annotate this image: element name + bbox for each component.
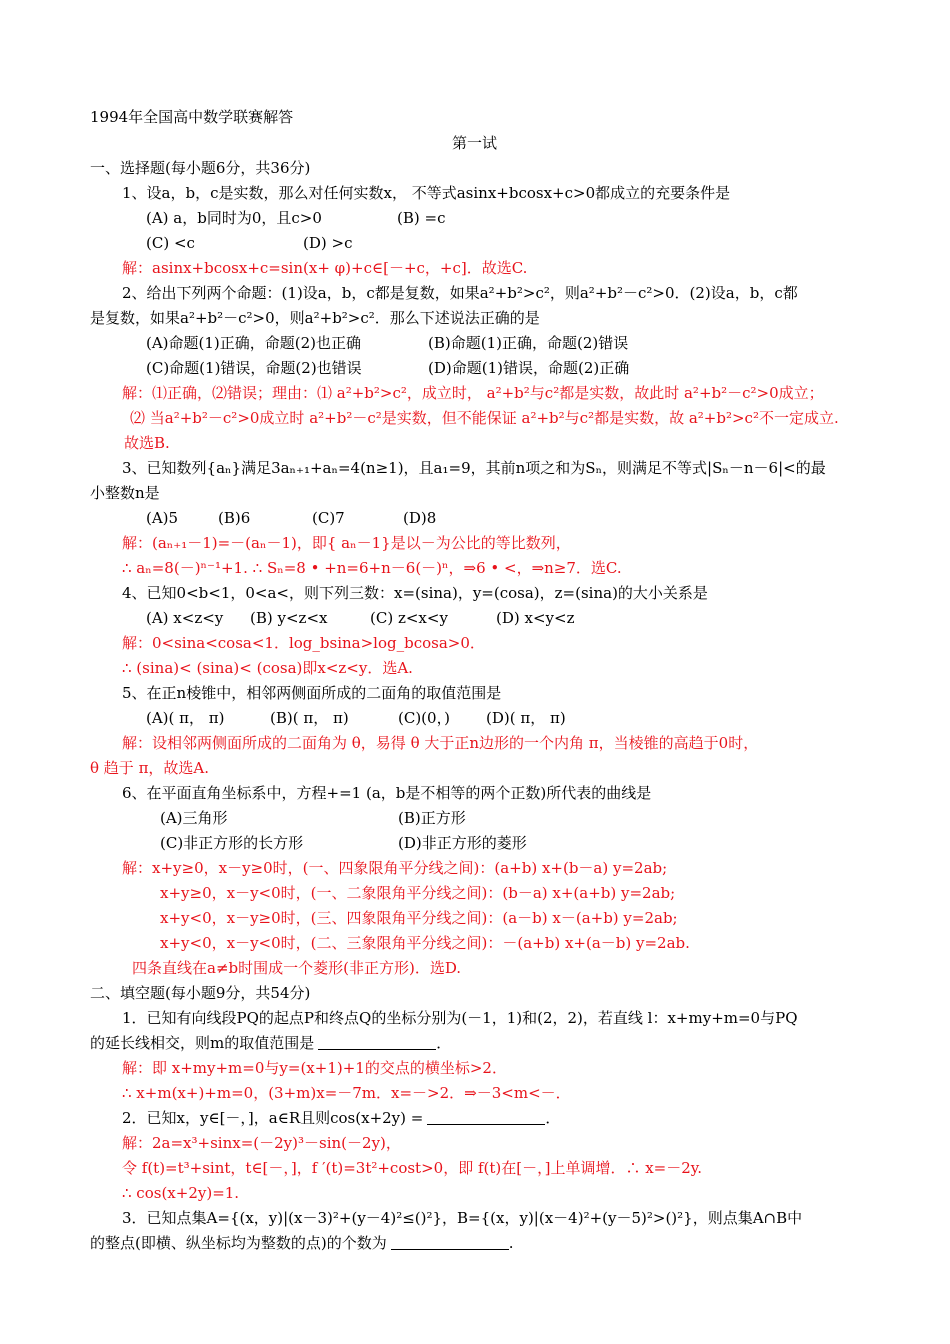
option-b: (B)命题(1)正确，命题(2)错误 [428,334,629,352]
section-heading: 二、填空题(每小题9分，共54分) [90,984,311,1002]
option-d: (D)8 [403,509,437,527]
question-line: 小整数n是 [90,484,160,502]
solution-line: 解：2a=x³+sinx=(－2y)³－sin(－2y)， [122,1134,401,1152]
answer-blank[interactable] [318,1034,436,1050]
solution-line: x+y<0，x－y≥0时，(三、四象限角平分线之间)：(a－b) x－(a+b) y=2ab; [160,909,678,927]
solution-line: ∴ cos(x+2y)=1. [122,1184,240,1202]
section-heading: 一、选择题(每小题6分，共36分) [90,159,311,177]
option-a: (A) a，b同时为0，且c>0 [146,209,322,227]
question-line: 3．已知点集A={(x，y)|(x－3)²+(y－4)²≤()²}，B={(x，y)|(x－4)²+(y－5)²>()²}，则点集A∩B中 [122,1209,803,1227]
question-line: 是复数，如果a²+b²－c²>0，则a²+b²>c²．那么下述说法正确的是 [90,309,540,327]
solution-line: ∴ x+m(x+)+m=0，(3+m)x=－7m．x=－>2．⇒－3<m<－． [122,1084,571,1102]
question-text: 的整点(即横、纵坐标均为整数的点)的个数为 [90,1234,387,1252]
option-d: (D) x<y<z [496,609,575,627]
answer-blank[interactable] [391,1234,509,1250]
option-c: (C)7 [312,509,345,527]
solution-line: ⑵ 当a²+b²－c²>0成立时 a²+b²－c²是实数，但不能保证 a²+b²与c²都是实数，故 a²+b²>c²不一定成立. [130,409,839,427]
option-d: (D)命题(1)错误，命题(2)正确 [428,359,630,377]
question-tail: ． [436,1034,452,1052]
solution-line: 解：即 x+my+m=0与y=(x+1)+1的交点的横坐标>2． [122,1059,507,1077]
question-line: 1．已知有向线段PQ的起点P和终点Q的坐标分别为(－1，1)和(2，2)，若直线 l：x+my+m=0与PQ [122,1009,798,1027]
option-a: (A)5 [146,509,179,527]
option-a: (A)( π， π) [146,709,225,727]
option-b: (B)6 [218,509,251,527]
question-line: 5、在正n棱锥中，相邻两侧面所成的二面角的取值范围是 [122,684,502,702]
option-c: (C) z<x<y [370,609,448,627]
question-line: 6、在平面直角坐标系中，方程+=1 (a，b是不相等的两个正数)所代表的曲线是 [122,784,652,802]
option-c: (C)非正方形的长方形 [160,834,304,852]
document-title: 1994年全国高中数学联赛解答 [90,108,294,126]
question-text: 2．已知x，y∈[－，]，a∈R且则cos(x+2y) = [122,1109,424,1127]
option-c: (C)命题(1)错误，命题(2)也错误 [146,359,362,377]
solution-line: 解：x+y≥0，x－y≥0时，(一、四象限角平分线之间)：(a+b) x+(b－a) y=2ab; [122,859,668,877]
solution-line: 故选B. [124,434,170,452]
part-heading: 第一试 [452,134,498,152]
question-line-with-blank [122,1108,560,1128]
option-d: (D) >c [303,234,353,252]
solution-line: ∴ (sina)< (sina)< (cosa)即x<z<y．选A. [122,659,413,677]
question-line-with-blank [90,1233,514,1253]
question-tail: . [508,1234,514,1252]
option-a: (A)命题(1)正确，命题(2)也正确 [146,334,362,352]
solution-line: 解：⑴正确，⑵错误；理由：⑴ a²+b²>c²，成立时， a²+b²与c²都是实数，故此时 a²+b²－c²>0成立； [122,384,824,402]
option-c: (C)(0，) [398,709,450,727]
solution-line: 解：asinx+bcosx+c=sin(x+ φ)+c∈[－+c，+c]．故选C. [122,259,528,277]
option-d: (D)非正方形的菱形 [398,834,527,852]
option-a: (A) x<z<y [146,609,224,627]
solution-line: x+y<0，x－y<0时，(二、三象限角平分线之间)：－(a+b) x+(a－b) y=2ab. [160,934,690,952]
option-b: (B) y<z<x [250,609,328,627]
option-b: (B)正方形 [398,809,466,827]
question-line: 1、设a，b，c是实数，那么对任何实数x， 不等式asinx+bcosx+c>0都成立的充要条件是 [122,184,731,202]
solution-line: 解：(aₙ₊₁－1)=－(aₙ－1)，即{ aₙ－1}是以－为公比的等比数列， [122,534,571,552]
answer-blank[interactable] [427,1109,545,1125]
solution-line: 令 f(t)=t³+sint，t∈[－，]，f ′(t)=3t²+cost>0，即 f(t)在[－，]上单调增．∴ x=－2y. [122,1159,703,1177]
solution-line: 解：0<sina<cosa<1．log_bsina>log_bcosa>0． [122,634,485,652]
question-line: 2、给出下列两个命题：(1)设a，b，c都是复数，如果a²+b²>c²，则a²+b²－c²>0．(2)设a，b，c都 [122,284,798,302]
question-tail: ． [545,1109,561,1127]
solution-line: x+y≥0，x－y<0时，(一、二象限角平分线之间)：(b－a) x+(a+b) y=2ab; [160,884,676,902]
solution-line: 解：设相邻两侧面所成的二面角为 θ，易得 θ 大于正n边形的一个内角 π，当棱锥的高趋于0时， [122,734,759,752]
question-line: 4、已知0<b<1，0<a<，则下列三数：x=(sina)，y=(cosa)，z=(sina)的大小关系是 [122,584,708,602]
question-text: 的延长线相交，则m的取值范围是 [90,1034,315,1052]
question-line-with-blank [90,1033,451,1053]
option-a: (A)三角形 [160,809,228,827]
solution-line: 四条直线在a≠b时围成一个菱形(非正方形)．选D. [132,959,462,977]
solution-line: θ 趋于 π，故选A. [90,759,210,777]
option-d: (D)( π， π) [486,709,566,727]
solution-line: ∴ aₙ=8(－)ⁿ⁻¹+1. ∴ Sₙ=8 • +n=6+n－6(－)ⁿ，⇒6 • <，⇒n≥7．选C. [122,559,622,577]
option-c: (C) <c [146,234,195,252]
option-b: (B)( π， π) [270,709,349,727]
question-line: 3、已知数列{aₙ}满足3aₙ₊₁+aₙ=4(n≥1)，且a₁=9，其前n项之和为Sₙ，则满足不等式|Sₙ－n－6|<的最 [122,459,826,477]
option-b: (B) =c [397,209,446,227]
